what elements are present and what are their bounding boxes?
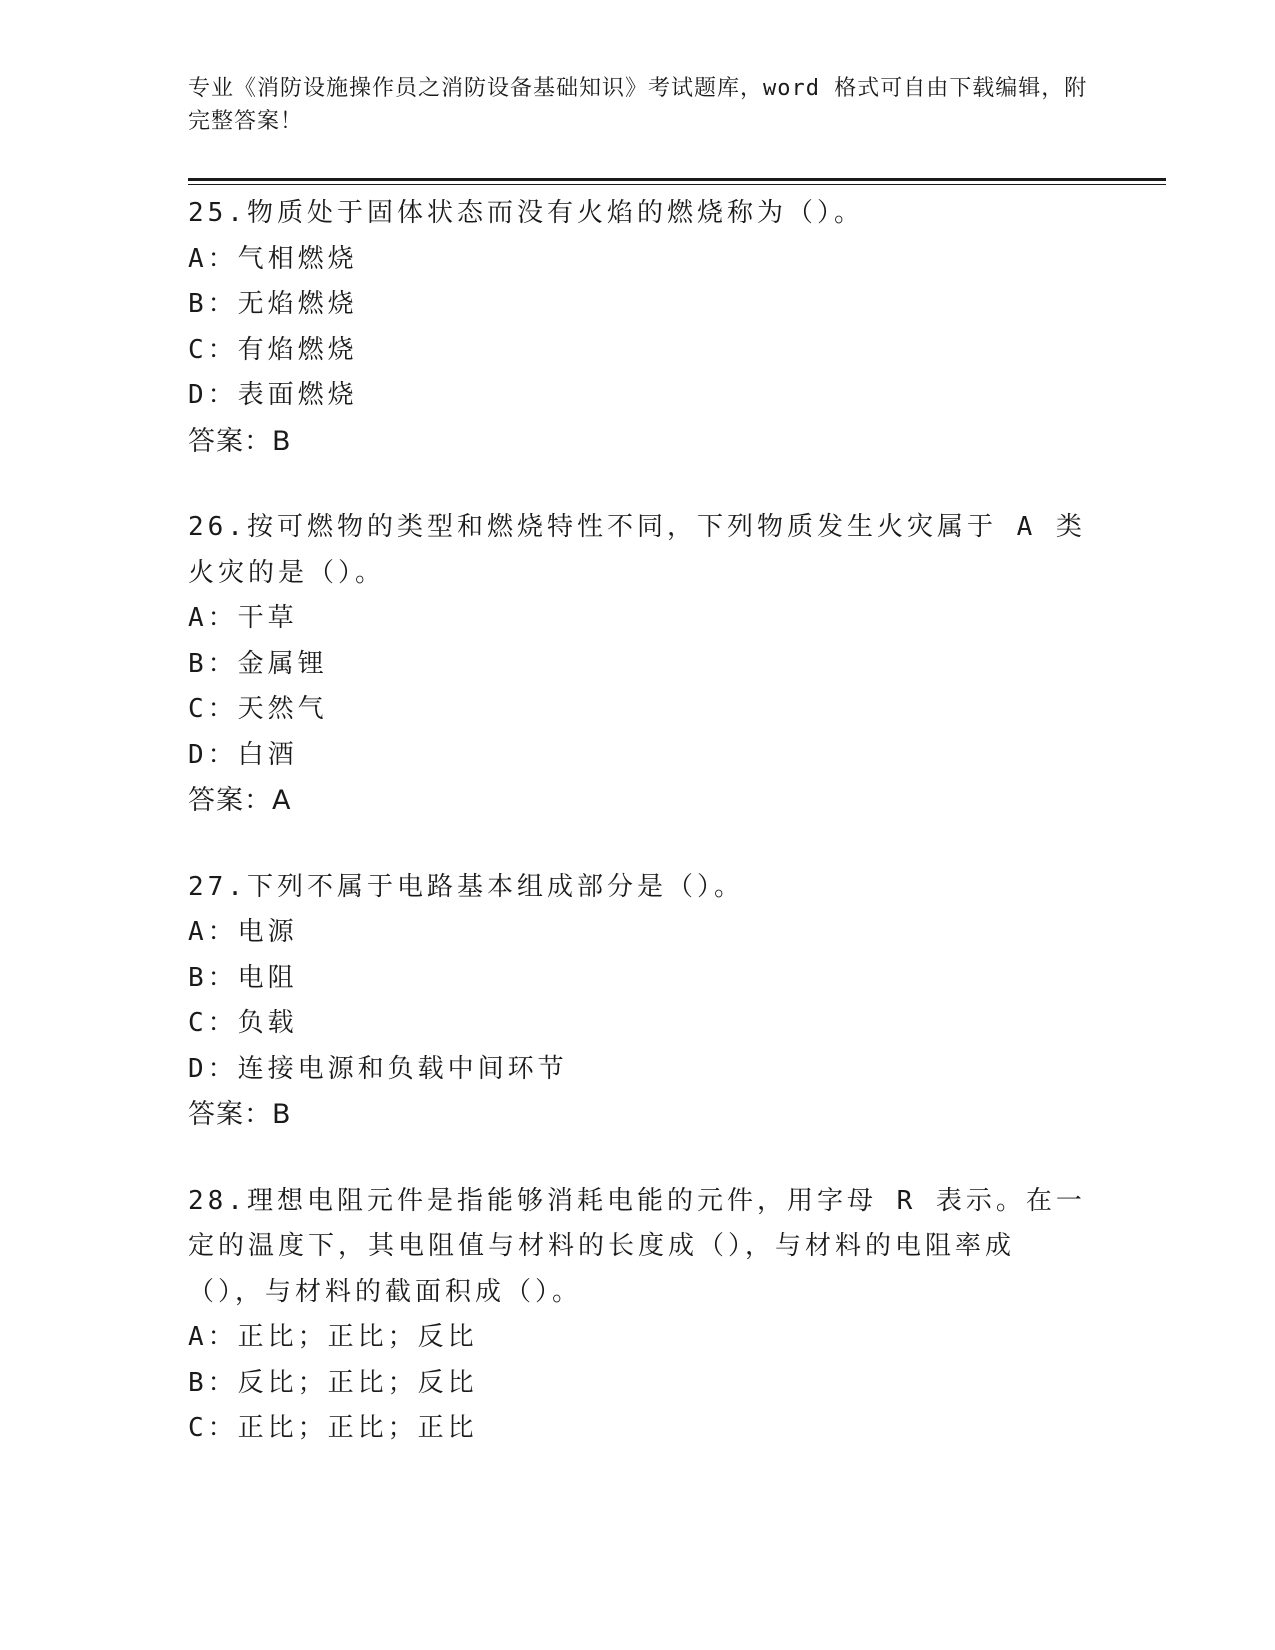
header-divider-thick bbox=[188, 178, 1166, 181]
option-a: A：电源 bbox=[188, 917, 298, 947]
question-stem: 26.按可燃物的类型和燃烧特性不同，下列物质发生火灾属于 A 类火灾的是（）。 bbox=[188, 512, 1086, 588]
answer: 答案：A bbox=[188, 785, 292, 816]
question-list bbox=[188, 191, 1088, 1493]
option-a: A：气相燃烧 bbox=[188, 243, 358, 274]
option-b: B：反比；正比；反比 bbox=[188, 1367, 478, 1398]
question-28 bbox=[188, 1179, 1088, 1452]
question-25 bbox=[188, 191, 1088, 464]
answer: 答案：B bbox=[188, 425, 292, 457]
option-b: B：金属锂 bbox=[188, 648, 328, 679]
option-a: A：正比；正比；反比 bbox=[188, 1322, 478, 1352]
question-stem: 25.物质处于固体状态而没有火焰的燃烧称为（）。 bbox=[188, 198, 864, 228]
option-c: C：有焰燃烧 bbox=[188, 334, 358, 365]
option-a: A：干草 bbox=[188, 603, 298, 633]
question-27 bbox=[188, 865, 1088, 1138]
option-c: C：天然气 bbox=[188, 694, 328, 724]
question-stem: 28.理想电阻元件是指能够消耗电能的元件，用字母 R 表示。在一定的温度下，其电阻值与材料的长度成（），与材料的电阻率成（），与材料的截面积成（）。 bbox=[188, 1185, 1086, 1307]
option-b: B：无焰燃烧 bbox=[188, 289, 358, 319]
document-header: 专业《消防设施操作员之消防设备基础知识》考试题库，word 格式可自由下载编辑，附完整答案！ bbox=[188, 76, 1088, 134]
answer: 答案：B bbox=[188, 1099, 292, 1130]
option-d: D：表面燃烧 bbox=[188, 380, 358, 410]
option-b: B：电阻 bbox=[188, 962, 298, 993]
header-divider-thin bbox=[188, 184, 1166, 185]
option-c: C：正比；正比；正比 bbox=[188, 1413, 478, 1443]
option-d: D：连接电源和负载中间环节 bbox=[188, 1053, 568, 1084]
option-d: D：白酒 bbox=[188, 739, 298, 770]
question-stem: 27.下列不属于电路基本组成部分是（）。 bbox=[188, 871, 744, 902]
option-c: C：负载 bbox=[188, 1008, 298, 1038]
question-26 bbox=[188, 505, 1088, 824]
